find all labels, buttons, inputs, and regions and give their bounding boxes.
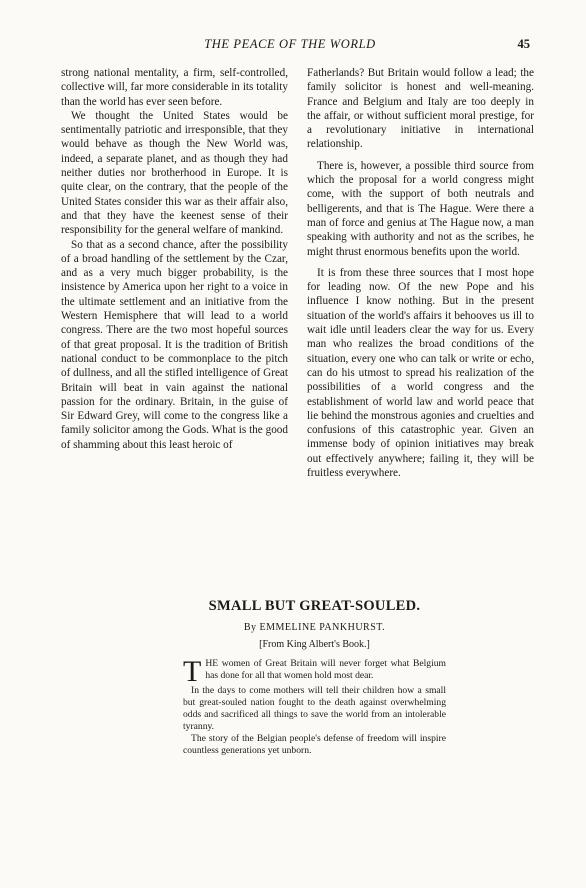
right-paragraph-2: There is, however, a possible third source from which the proposal for a world congress might come, with the support of both neutrals and belligerents, and that is The Hague. Were there a man of force and genius at The Hague now, a man speaking with authority and not as the scribes, he might thrust enormous benefits upon the world. <box>307 159 534 258</box>
article-title: SMALL BUT GREAT-SOULED. <box>208 598 421 614</box>
page-number: 45 <box>517 37 530 51</box>
article-paragraph-1 <box>183 655 446 688</box>
left-paragraph-2: We thought the United States would be sentimentally patriotic and irresponsible, that they would behave as though the New World was, indeed, a separate planet, and as though they had neither duties nor brotherhood in Europe. It is quite clear, on the contrary, that the people of the United States consider this war as their affair also, and that they have the keenest sense of their responsibility for the general welfare of mankind. <box>61 109 288 237</box>
article-paragraph-3: The story of the Belgian people's defense of freedom will inspire countless generations yet unborn. <box>183 733 446 756</box>
page-header <box>50 37 530 57</box>
article-byline: By EMMELINE PANKHURST. <box>243 622 386 633</box>
article-small-but-great-souled <box>183 598 446 757</box>
left-paragraph-3: So that as a second chance, after the possibility of a broad handling of the settlement by the Czar, and as a very much bigger probability, is the insistence by America upon her right to a voice in the ultimate settlement and an initiative from the Western Hemisphere that will lead to a world congress. There are the two most hopeful sources of that great proposal. It is the tradition of British national conduct to be commonplace to the pitch of dullness, and all the stifled intelligence of Great Britain will beat in vain against the national passion for the ordinary. Britain, in the guise of Sir Edward Grey, will come to the congress like a family solicitor among the Gods. What is the good of shamming about this least heroic of <box>61 238 288 451</box>
right-paragraph-1: Fatherlands? But Britain would follow a lead; the family solicitor is honest and well-meaning. France and Belgium and Italy are too deeply in the affair, or without sufficient moral prestige, for a revolutionary initiative in international relationship. <box>307 67 534 151</box>
article-body <box>183 655 446 757</box>
left-paragraph-1: strong national mentality, a firm, self-controlled, collective will, far more considerable in its totality than the world has ever seen before. <box>61 67 288 108</box>
article-paragraph-1-text: HE women of Great Britain will never forget what Belgium has done for all that women hold most dear. <box>205 658 446 681</box>
article-source: [From King Albert's Book.] <box>259 639 370 650</box>
right-paragraph-3: It is from these three sources that I most hope for leading now. Of the new Pope and his influence I know nothing. But in the present situation of the world's affairs it behooves us ill to wait idle until leaders clear the way for us. Every man who realizes the broad conditions of the situation, every one who can talk or write or echo, can do his utmost to spread his realization of the possibilities of a world congress and the establishment of world law and world peace that lie behind the monstrous agonies and cruelties and confusions of this catastrophic year. Given an immense body of opinion initiatives may break out effectively anywhere; failing it, they will be fruitless everywhere. <box>307 266 534 480</box>
right-column <box>307 66 534 480</box>
left-column <box>61 66 288 452</box>
running-title: THE PEACE OF THE WORLD <box>204 37 376 51</box>
drop-cap: T <box>183 655 202 688</box>
article-paragraph-2: In the days to come mothers will tell their children how a small but great-souled nation fought to the death against overwhelming odds and sacrificed all things to save the world from an intolerable tyranny. <box>183 685 446 732</box>
